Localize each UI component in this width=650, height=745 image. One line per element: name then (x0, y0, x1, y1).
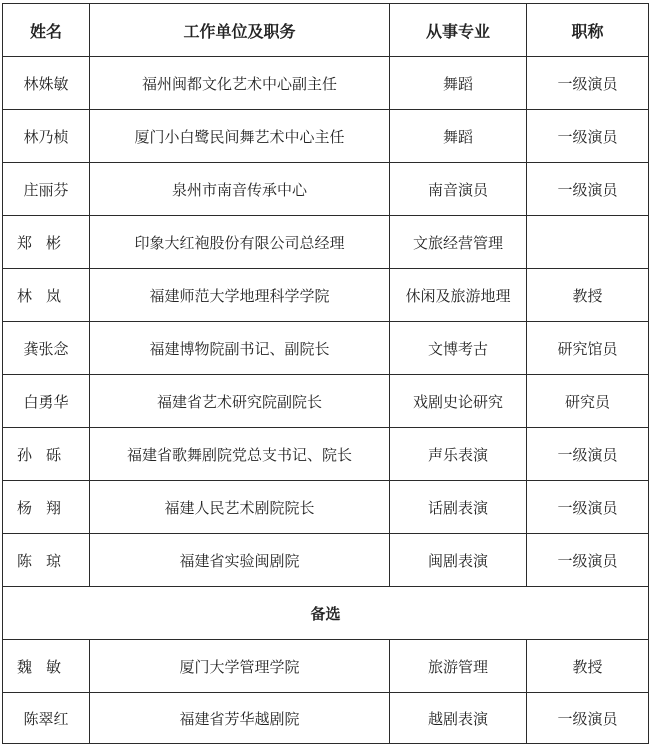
cell-title: 研究员 (527, 375, 649, 428)
cell-unit: 福建博物院副书记、副院长 (90, 322, 390, 375)
cell-title: 一级演员 (527, 57, 649, 110)
header-row (3, 4, 649, 57)
cell-name: 白勇华 (3, 375, 90, 428)
table-row (3, 534, 649, 587)
cell-title: 一级演员 (527, 110, 649, 163)
cell-title (527, 216, 649, 269)
header-unit: 工作单位及职务 (90, 4, 390, 57)
cell-title: 教授 (527, 269, 649, 322)
table-row (3, 57, 649, 110)
cell-unit: 厦门大学管理学院 (90, 640, 390, 693)
cell-name: 孙砾 (3, 428, 90, 481)
table-row (3, 216, 649, 269)
cell-major: 戏剧史论研究 (390, 375, 527, 428)
cell-name: 魏敏 (3, 640, 90, 693)
cell-name: 陈翠红 (3, 693, 90, 744)
cell-title: 一级演员 (527, 693, 649, 744)
cell-name: 郑彬 (3, 216, 90, 269)
table-row (3, 640, 649, 693)
cell-major: 文旅经营管理 (390, 216, 527, 269)
cell-unit: 厦门小白鹭民间舞艺术中心主任 (90, 110, 390, 163)
table-row (3, 322, 649, 375)
cell-name: 林岚 (3, 269, 90, 322)
header-title: 职称 (527, 4, 649, 57)
cell-title: 一级演员 (527, 163, 649, 216)
cell-major: 舞蹈 (390, 110, 527, 163)
cell-title: 一级演员 (527, 481, 649, 534)
header-name: 姓名 (3, 4, 90, 57)
cell-major: 旅游管理 (390, 640, 527, 693)
table-row (3, 269, 649, 322)
section-row (3, 587, 649, 640)
table-row (3, 375, 649, 428)
cell-unit: 泉州市南音传承中心 (90, 163, 390, 216)
cell-title: 研究馆员 (527, 322, 649, 375)
cell-unit: 福州闽都文化艺术中心副主任 (90, 57, 390, 110)
cell-unit: 印象大红袍股份有限公司总经理 (90, 216, 390, 269)
cell-name: 林乃桢 (3, 110, 90, 163)
cell-unit: 福建省歌舞剧院党总支书记、院长 (90, 428, 390, 481)
cell-unit: 福建省艺术研究院副院长 (90, 375, 390, 428)
cell-name: 龚张念 (3, 322, 90, 375)
cell-unit: 福建师范大学地理科学学院 (90, 269, 390, 322)
table-row (3, 481, 649, 534)
cell-name: 庄丽芬 (3, 163, 90, 216)
cell-major: 声乐表演 (390, 428, 527, 481)
cell-major: 休闲及旅游地理 (390, 269, 527, 322)
table-row (3, 163, 649, 216)
expert-table (2, 3, 649, 744)
cell-name: 林姝敏 (3, 57, 90, 110)
section-label: 备选 (3, 587, 649, 640)
cell-major: 舞蹈 (390, 57, 527, 110)
table-row (3, 428, 649, 481)
cell-unit: 福建省芳华越剧院 (90, 693, 390, 744)
table-row (3, 693, 649, 744)
cell-major: 文博考古 (390, 322, 527, 375)
cell-major: 南音演员 (390, 163, 527, 216)
cell-title: 一级演员 (527, 428, 649, 481)
cell-title: 教授 (527, 640, 649, 693)
cell-title: 一级演员 (527, 534, 649, 587)
cell-name: 陈琼 (3, 534, 90, 587)
cell-major: 闽剧表演 (390, 534, 527, 587)
cell-unit: 福建省实验闽剧院 (90, 534, 390, 587)
table-row (3, 110, 649, 163)
cell-major: 越剧表演 (390, 693, 527, 744)
header-major: 从事专业 (390, 4, 527, 57)
cell-name: 杨翔 (3, 481, 90, 534)
cell-major: 话剧表演 (390, 481, 527, 534)
cell-unit: 福建人民艺术剧院院长 (90, 481, 390, 534)
